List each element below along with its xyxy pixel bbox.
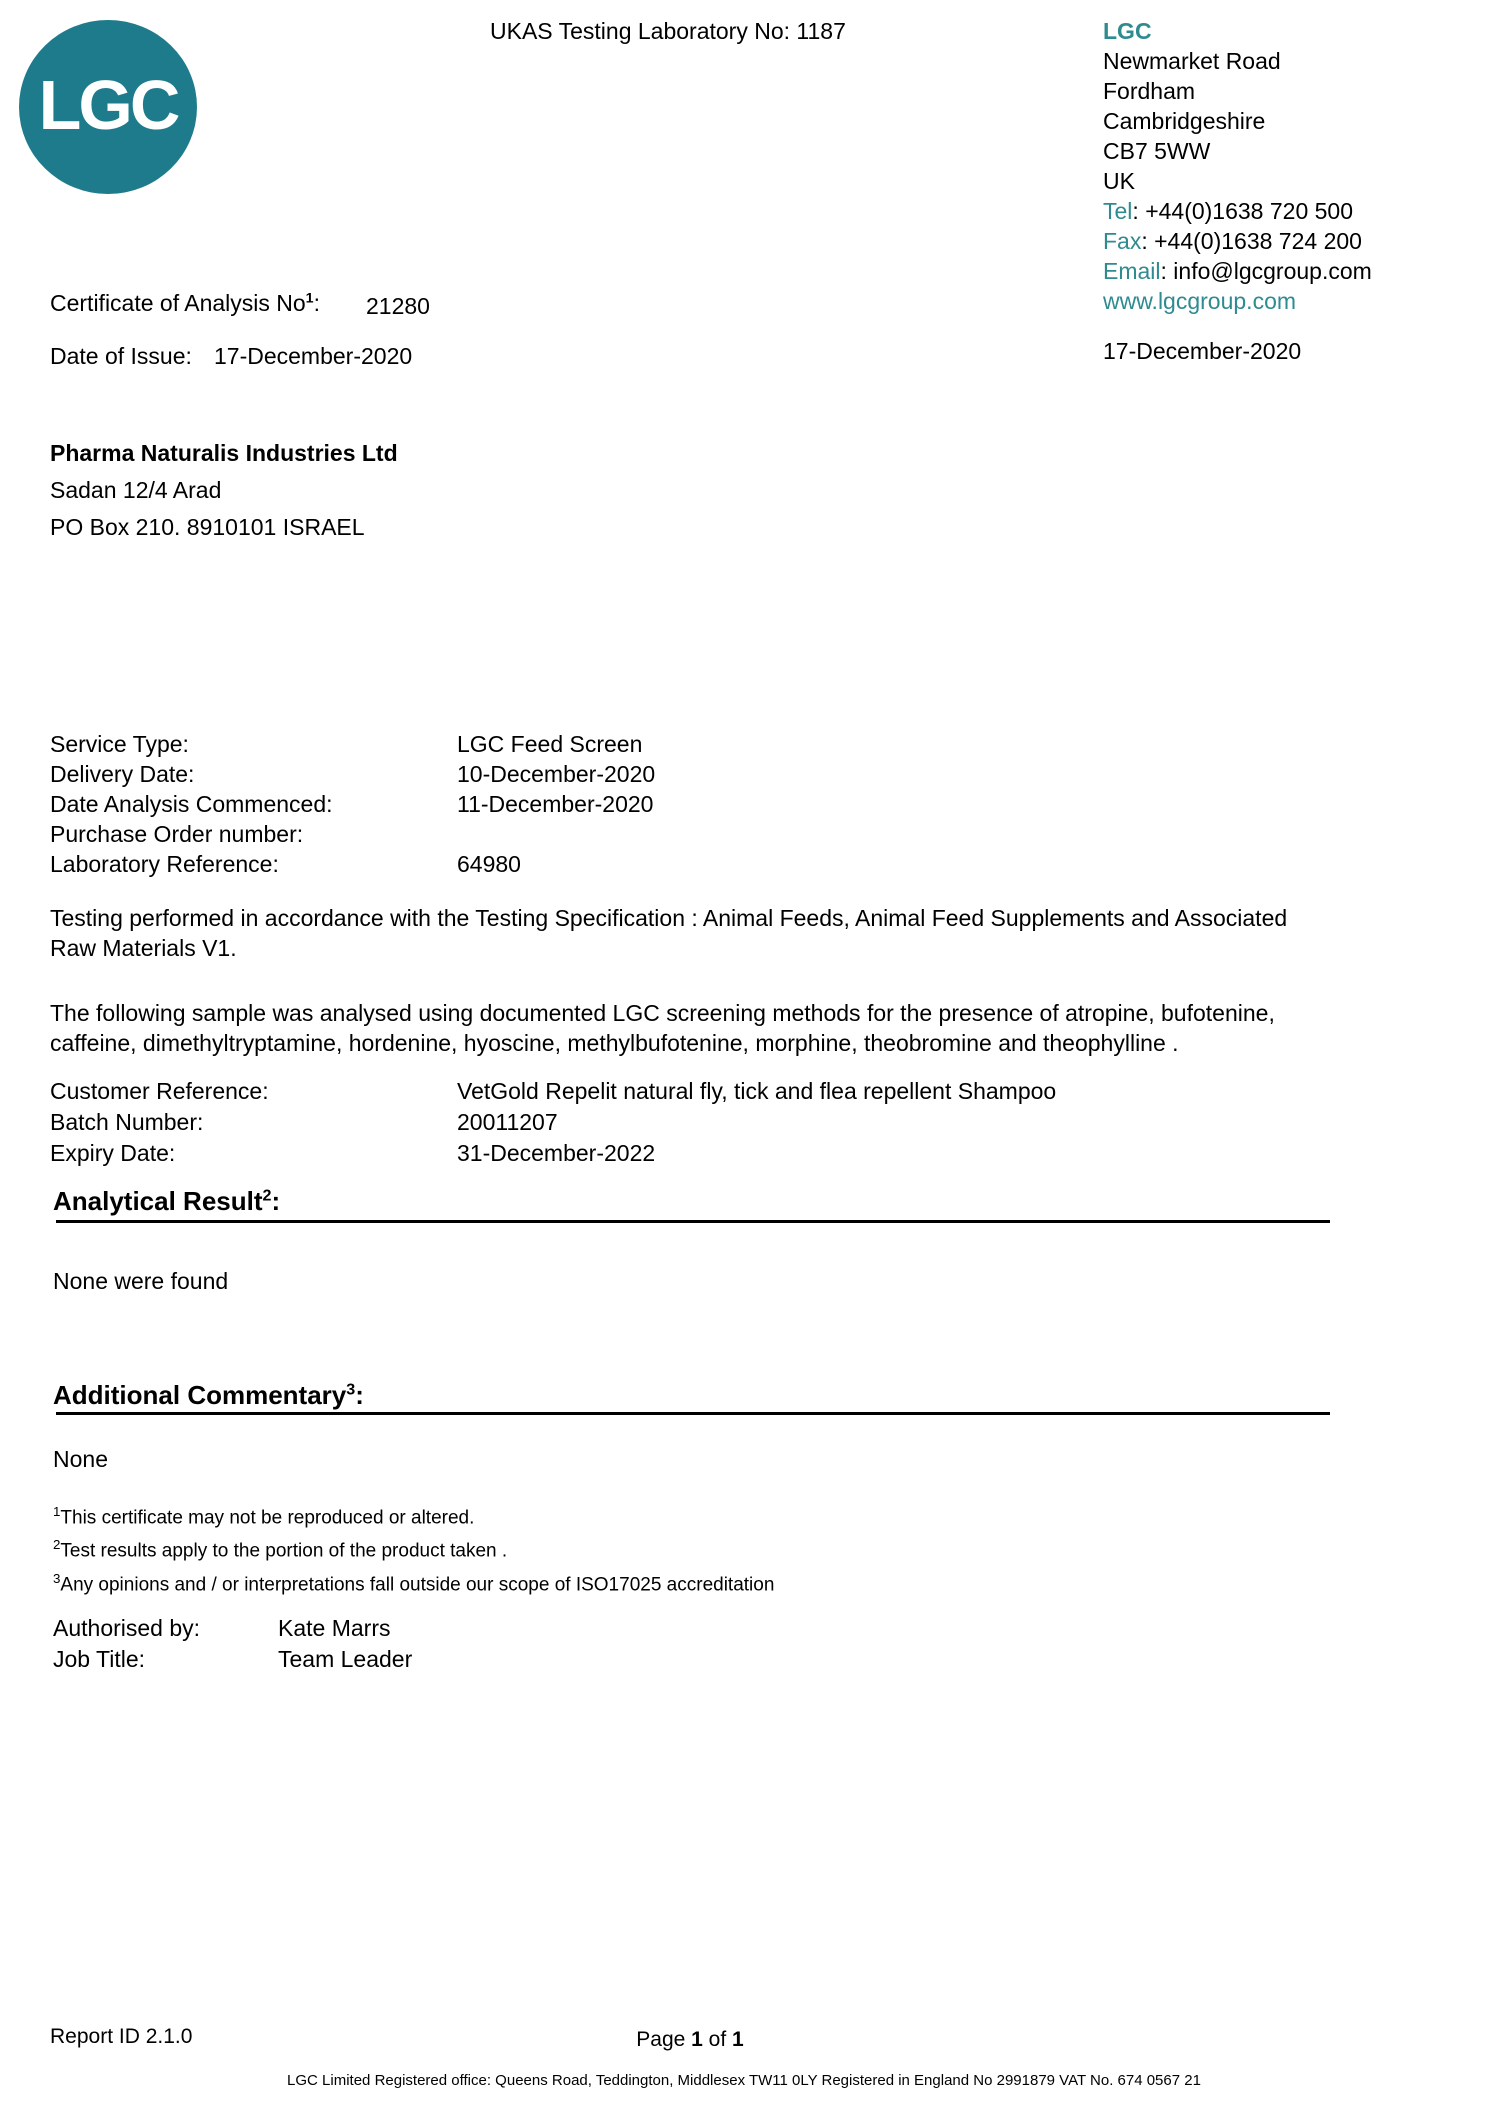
job-title-row — [53, 1646, 412, 1677]
sample-label: Customer Reference: — [50, 1078, 269, 1104]
additional-commentary-divider — [56, 1412, 1330, 1415]
detail-value: LGC Feed Screen — [457, 731, 643, 757]
certificate-number-value: 21280 — [366, 293, 430, 319]
footnote — [53, 1498, 774, 1531]
fax-separator: : — [1141, 228, 1155, 254]
analytical-result-superscript: 2 — [262, 1186, 272, 1205]
lab-tel-line — [1103, 196, 1372, 226]
sample-value: 31-December-2022 — [457, 1140, 656, 1166]
additional-commentary-value: None — [53, 1446, 108, 1472]
email-label: Email — [1103, 258, 1161, 284]
lgc-logo — [19, 20, 197, 194]
tel-value: +44(0)1638 720 500 — [1145, 198, 1354, 224]
footnote — [53, 1531, 774, 1564]
page-number: 1 — [691, 2028, 703, 2051]
lab-name: LGC — [1103, 18, 1152, 44]
detail-label: Purchase Order number: — [50, 821, 304, 847]
certificate-number-superscript: 1 — [305, 290, 314, 307]
footnote-marker: 3 — [53, 1570, 61, 1586]
detail-label: Service Type: — [50, 731, 189, 757]
detail-value: 11-December-2020 — [457, 791, 654, 817]
authorised-by-row — [53, 1615, 412, 1646]
footnote-text: This certificate may not be reproduced or altered. — [60, 1507, 475, 1529]
analytical-result-divider — [56, 1220, 1330, 1223]
detail-value: 64980 — [457, 851, 521, 877]
detail-label: Delivery Date: — [50, 761, 195, 787]
sample-row — [50, 1078, 1300, 1109]
sample-row — [50, 1140, 1300, 1171]
fax-value: +44(0)1638 724 200 — [1154, 228, 1362, 254]
lab-address-line: CB7 5WW — [1103, 138, 1211, 164]
page-total: 1 — [732, 2028, 744, 2051]
testing-specification-paragraph — [50, 903, 1287, 963]
authorised-by-label: Authorised by: — [53, 1615, 201, 1641]
sample-row — [50, 1109, 1300, 1140]
sample-analysis-paragraph — [50, 998, 1275, 1058]
lab-website: www.lgcgroup.com — [1103, 288, 1297, 314]
sample-details-table — [50, 1078, 1300, 1171]
recipient-address-line: PO Box 210. 8910101 ISRAEL — [50, 514, 365, 540]
paragraph-line: Raw Materials V1. — [50, 935, 237, 961]
recipient-address-line: Sadan 12/4 Arad — [50, 477, 222, 503]
lab-fax-line — [1103, 226, 1372, 256]
certificate-number-label: Certificate of Analysis No$^1$: — [50, 290, 320, 316]
detail-value: 10-December-2020 — [457, 761, 656, 787]
tel-label: Tel — [1103, 198, 1133, 224]
footnote-marker: 2 — [53, 1537, 61, 1553]
detail-row — [50, 791, 1200, 821]
recipient-address-block — [50, 435, 398, 546]
lab-address-block — [1103, 16, 1372, 316]
ukas-accreditation-line: UKAS Testing Laboratory No: 1187 — [490, 18, 846, 44]
email-separator: : — [1160, 258, 1174, 284]
paragraph-line: caffeine, dimethyltryptamine, hordenine, hyoscine, methylbufotenine, morphine, theobromine and theophylline . — [50, 1030, 1179, 1056]
detail-row — [50, 821, 1200, 851]
sample-value: 20011207 — [457, 1109, 558, 1135]
company-registration-line: LGC Limited Registered office: Queens Road, Teddington, Middlesex TW11 0LY Registered in England No 2991879 VAT No. 674 0567 21 — [287, 2072, 1201, 2089]
detail-row — [50, 851, 1200, 881]
paragraph-line: Testing performed in accordance with the Testing Specification : Animal Feeds, Animal Feed Supplements and Associated — [50, 905, 1288, 931]
of-word: of — [702, 2028, 733, 2051]
report-id: Report ID 2.1.0 — [50, 2025, 193, 2048]
footnote-marker: 1 — [53, 1504, 61, 1519]
job-title-label: Job Title: — [53, 1646, 146, 1672]
footnote — [53, 1565, 774, 1598]
detail-row — [50, 731, 1200, 761]
fax-label: Fax — [1103, 228, 1142, 254]
additional-commentary-superscript: 3 — [346, 1380, 356, 1399]
email-value: info@lgcgroup.com — [1173, 258, 1372, 284]
footnote-text: Any opinions and / or interpretations fall outside our scope of ISO17025 accreditation — [60, 1573, 775, 1595]
sample-value: VetGold Repelit natural fly, tick and flea repellent Shampoo — [457, 1078, 1057, 1104]
tel-separator: : — [1132, 198, 1146, 224]
analytical-result-value: None were found — [53, 1268, 229, 1294]
authorisation-block — [53, 1615, 412, 1677]
lab-address-line: Cambridgeshire — [1103, 108, 1266, 134]
lgc-logo-text: LGC — [38, 66, 178, 144]
footnotes — [53, 1498, 774, 1598]
authorised-by-value: Kate Marrs — [278, 1615, 391, 1641]
additional-commentary-heading: Additional Commentary$^3$: — [53, 1380, 364, 1410]
sample-label: Expiry Date: — [50, 1140, 176, 1166]
lab-address-line: Newmarket Road — [1103, 48, 1281, 74]
job-title-value: Team Leader — [278, 1646, 413, 1672]
sample-label: Batch Number: — [50, 1109, 204, 1135]
page-indicator — [540, 2028, 840, 2052]
lab-address-line: UK — [1103, 168, 1135, 194]
lab-email-line — [1103, 256, 1372, 286]
date-of-issue-value: 17-December-2020 — [214, 343, 413, 369]
lab-address-line: Fordham — [1103, 78, 1196, 104]
detail-row — [50, 761, 1200, 791]
order-details-table — [50, 731, 1200, 881]
date-of-issue-label: Date of Issue: — [50, 343, 192, 369]
detail-label: Date Analysis Commenced: — [50, 791, 333, 817]
page-word: Page — [636, 2028, 692, 2051]
analytical-result-heading: Analytical Result$^2$: — [53, 1186, 281, 1216]
header-date: 17-December-2020 — [1103, 338, 1302, 364]
footnote-text: Test results apply to the portion of the product taken . — [60, 1540, 508, 1562]
detail-label: Laboratory Reference: — [50, 851, 279, 877]
recipient-name: Pharma Naturalis Industries Ltd — [50, 440, 398, 466]
paragraph-line: The following sample was analysed using documented LGC screening methods for the presence of atropine, bufotenine, — [50, 1000, 1275, 1026]
